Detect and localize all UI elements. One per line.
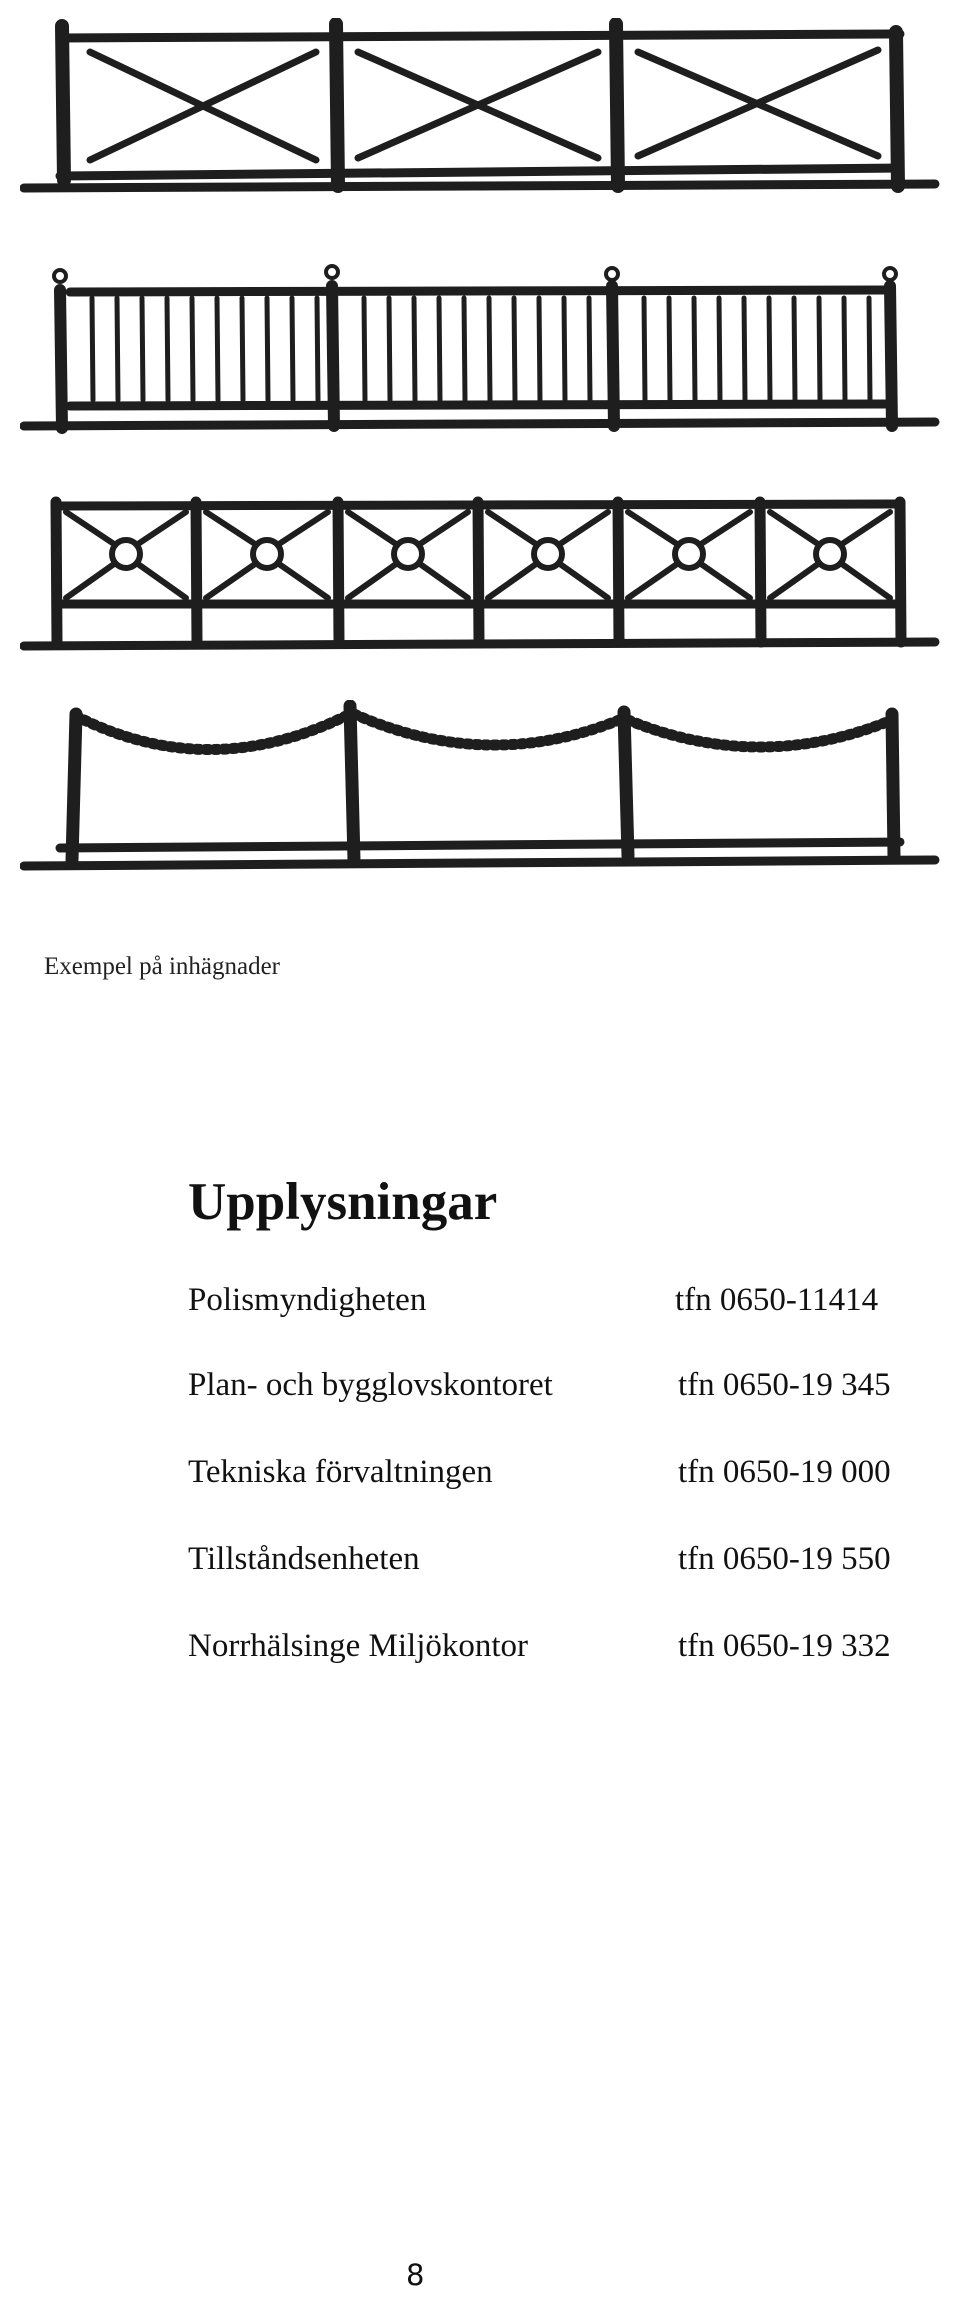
contact-row <box>188 1454 948 1498</box>
contact-name: Polismyndigheten <box>188 1282 427 1318</box>
fence-illustration-garland <box>20 700 940 880</box>
contact-name: Tillståndsenheten <box>188 1541 420 1577</box>
contact-phone: tfn 0650-19 000 <box>678 1454 891 1490</box>
section-heading: Upplysningar <box>188 1173 498 1231</box>
fence-illustration-x-brace <box>20 18 940 198</box>
contact-row <box>188 1282 948 1326</box>
contact-row <box>188 1367 948 1411</box>
contact-name: Tekniska förvaltningen <box>188 1454 493 1490</box>
contact-phone: tfn 0650-19 345 <box>678 1367 891 1403</box>
page-number: 8 <box>406 2258 425 2292</box>
fence-illustration-pickets <box>20 262 940 442</box>
fence-illustration-ring-cross <box>20 492 940 662</box>
contact-row <box>188 1628 948 1672</box>
figure-caption: Exempel på inhägnader <box>44 953 281 980</box>
contact-phone: tfn 0650-19 332 <box>678 1628 891 1664</box>
contact-phone: tfn 0650-11414 <box>675 1282 879 1318</box>
contact-phone: tfn 0650-19 550 <box>678 1541 891 1577</box>
contact-name: Plan- och bygglovskontoret <box>188 1367 553 1403</box>
contact-row <box>188 1541 948 1585</box>
contact-name: Norrhälsinge Miljökontor <box>188 1628 529 1664</box>
